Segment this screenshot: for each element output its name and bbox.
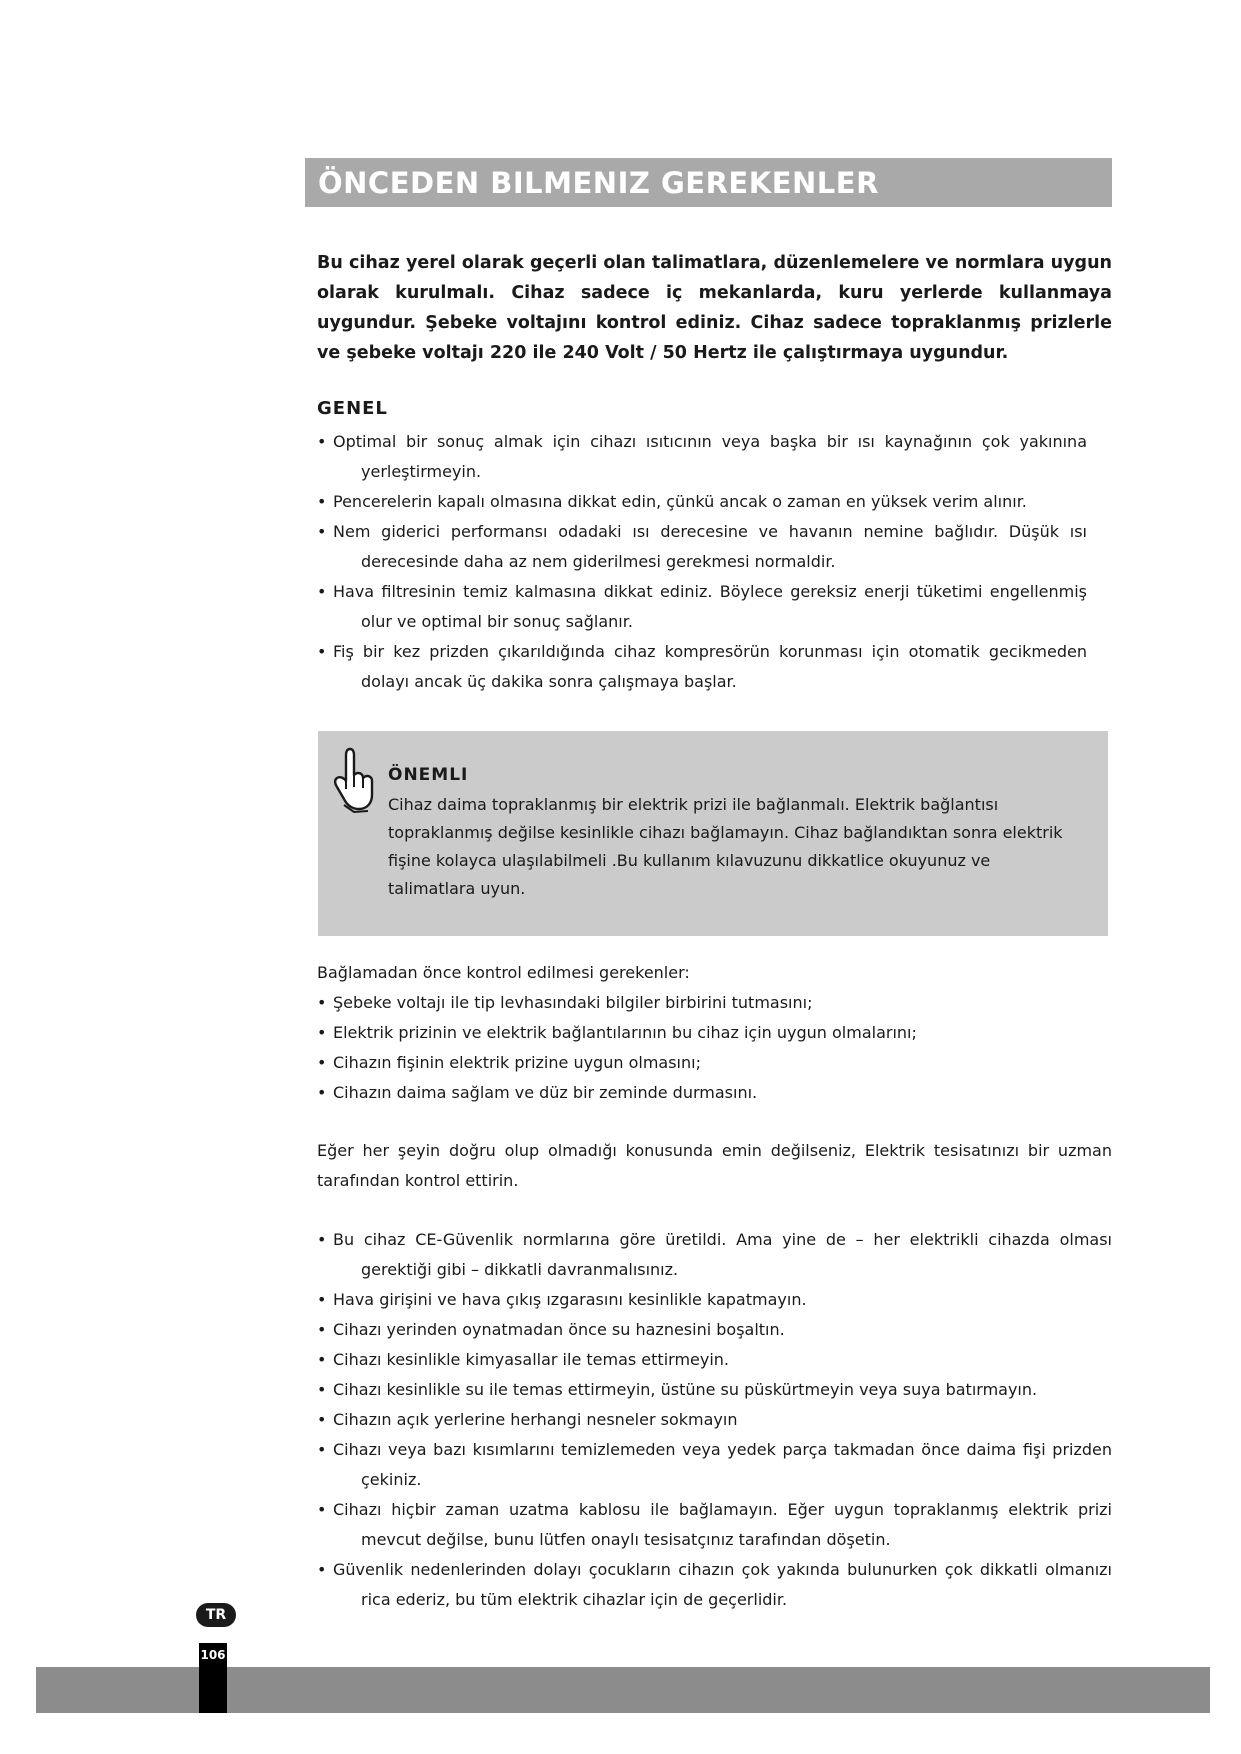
- list-item: • Cihazı hiçbir zaman uzatma kablosu ile bağlamayın. Eğer uygun topraklanmış elektrik prizi mevcut değilse, bunu lütfen onaylı tesisatçınız tarafından döşetin.: [317, 1495, 1112, 1555]
- check-intro: Bağlamadan önce kontrol edilmesi gerekenler:: [317, 963, 690, 982]
- list-item: • Fiş bir kez prizden çıkarıldığında cihaz kompresörün korunması için otomatik gecikmeden dolayı ancak üç dakika sonra çalışmaya başlar.: [317, 637, 1087, 697]
- list-item: • Elektrik prizinin ve elektrik bağlantılarının bu cihaz için uygun olmalarını;: [317, 1018, 1112, 1048]
- important-text: Cihaz daima topraklanmış bir elektrik prizi ile bağlanmalı. Elektrik bağlantısı topraklanmış değilse kesinlikle cihazı bağlamayın. Cihaz bağlandıktan sonra elektrik fişine kolayca ulaşılabilmeli .Bu kullanım kılavuzunu dikkatlice okuyunuz ve talimatlara uyun.: [388, 795, 1063, 898]
- list-item: • Nem giderici performansı odadaki ısı derecesine ve havanın nemine bağlıdır. Düşük ısı derecesinde daha az nem giderilmesi gerekmesi normaldir.: [317, 517, 1087, 577]
- section-heading-general: GENEL: [317, 398, 388, 419]
- language-badge: TR: [196, 1603, 236, 1627]
- important-notice: [318, 731, 1108, 936]
- list-item: • Cihazı kesinlikle kimyasallar ile temas ettirmeyin.: [317, 1345, 1112, 1375]
- pointing-hand-icon: [330, 745, 376, 815]
- intro-paragraph: Bu cihaz yerel olarak geçerli olan talimatlara, düzenlemelere ve normlara uygun olarak kurulmalı. Cihaz sadece iç mekanlarda, kuru yerlerde kullanmaya uygundur. Şebeke voltajını kontrol ediniz. Cihaz sadece topraklanmış prizlerle ve şebeke voltajı 220 ile 240 Volt / 50 Hertz ile çalıştırmaya uygundur.: [317, 253, 1112, 363]
- list-item: • Güvenlik nedenlerinden dolayı çocukların cihazın çok yakında bulunurken çok dikkatli olmanızı rica ederiz, bu tüm elektrik cihazlar için de geçerlidir.: [317, 1555, 1112, 1615]
- important-heading: ÖNEMLI: [388, 765, 469, 785]
- list-item: • Şebeke voltajı ile tip levhasındaki bilgiler birbirini tutmasını;: [317, 988, 1112, 1018]
- list-item: • Bu cihaz CE-Güvenlik normlarına göre üretildi. Ama yine de – her elektrikli cihazda olması gerektiği gibi – dikkatli davranmalısınız.: [317, 1225, 1112, 1285]
- list-item: • Hava girişini ve hava çıkış ızgarasını kesinlikle kapatmayın.: [317, 1285, 1112, 1315]
- expert-note: Eğer her şeyin doğru olup olmadığı konusunda emin değilseniz, Elektrik tesisatınızı bir uzman tarafından kontrol ettirin.: [317, 1141, 1112, 1190]
- title-bar: [305, 158, 1112, 207]
- list-item: • Cihazın fişinin elektrik prizine uygun olmasını;: [317, 1048, 1112, 1078]
- general-list: [317, 427, 1087, 697]
- safety-list: [317, 1225, 1112, 1615]
- check-list: [317, 988, 1112, 1108]
- page-number: 106: [200, 1648, 226, 1662]
- list-item: • Cihazı kesinlikle su ile temas ettirmeyin, üstüne su püskürtmeyin veya suya batırmayın.: [317, 1375, 1112, 1405]
- list-item: • Cihazın açık yerlerine herhangi nesneler sokmayın: [317, 1405, 1112, 1435]
- list-item: • Cihazı veya bazı kısımlarını temizlemeden veya yedek parça takmadan önce daima fişi prizden çekiniz.: [317, 1435, 1112, 1495]
- list-item: • Pencerelerin kapalı olmasına dikkat edin, çünkü ancak o zaman en yüksek verim alınır.: [317, 487, 1087, 517]
- list-item: • Cihazın daima sağlam ve düz bir zeminde durmasını.: [317, 1078, 1112, 1108]
- page-title: ÖNCEDEN BILMENIZ GEREKENLER: [318, 165, 879, 200]
- list-item: • Cihazı yerinden oynatmadan önce su haznesini boşaltın.: [317, 1315, 1112, 1345]
- list-item: • Hava filtresinin temiz kalmasına dikkat ediniz. Böylece gereksiz enerji tüketimi engellenmiş olur ve optimal bir sonuç sağlanır.: [317, 577, 1087, 637]
- list-item: • Optimal bir sonuç almak için cihazı ısıtıcının veya başka bir ısı kaynağının çok yakınına yerleştirmeyin.: [317, 427, 1087, 487]
